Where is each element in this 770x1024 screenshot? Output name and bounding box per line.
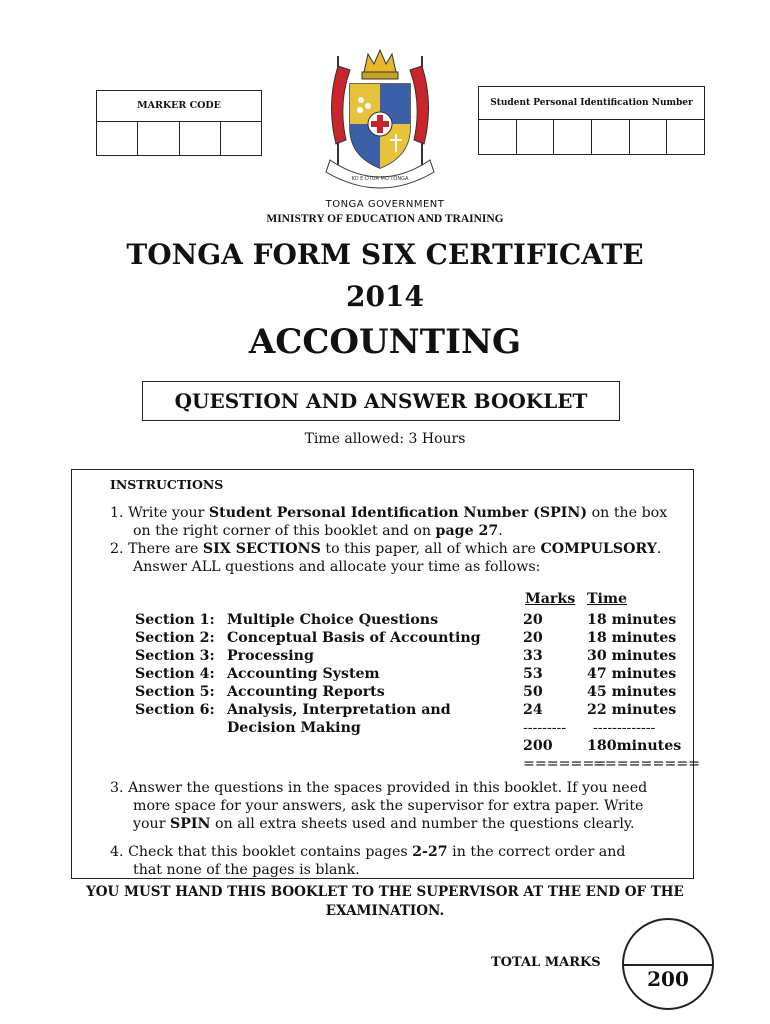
marker-code-label: MARKER CODE: [137, 100, 221, 111]
section-row: Section 5: Accounting Reports 50 45 minutes: [135, 684, 677, 700]
marker-code-cell[interactable]: [97, 122, 138, 155]
ministry-label: MINISTRY OF EDUCATION AND TRAINING: [266, 213, 504, 225]
time-header: Time: [587, 591, 627, 607]
section-row-continuation: Decision Making --------- -------------: [227, 720, 656, 736]
exam-year: 2014: [346, 280, 424, 313]
marker-code-box: [96, 90, 262, 156]
spin-cell[interactable]: [667, 120, 704, 154]
marks-header: Marks: [525, 591, 576, 607]
total-marks-label: TOTAL MARKS: [491, 955, 601, 970]
government-label: TONGA GOVERNMENT: [325, 199, 445, 210]
spin-cell[interactable]: [592, 120, 630, 154]
section-row: Section 1: Multiple Choice Questions 20 18 minutes: [135, 612, 677, 628]
spin-cell[interactable]: [479, 120, 517, 154]
instruction-item-1: 1. Write your Student Personal Identification Number (SPIN) on the box on the right corner of this booklet and on page 27.: [110, 505, 668, 539]
spin-cell[interactable]: [630, 120, 668, 154]
spin-box: [478, 86, 705, 155]
total-underline: ======= =========: [523, 756, 700, 772]
subject-title: ACCOUNTING: [248, 322, 522, 362]
section-table: [135, 611, 700, 773]
total-marks-value: 200: [647, 967, 689, 991]
section-row: Section 3: Processing 33 30 minutes: [135, 648, 677, 664]
section-row: Section 4: Accounting System 53 47 minutes: [135, 666, 677, 682]
time-allowed: Time allowed: 3 Hours: [304, 431, 466, 447]
hand-in-notice: YOU MUST HAND THIS BOOKLET TO THE SUPERVISOR AT THE END OF THE EXAMINATION.: [86, 884, 684, 919]
marker-code-cell[interactable]: [221, 122, 261, 155]
svg-text:KO E OTUA MO TONGA: KO E OTUA MO TONGA: [351, 176, 409, 182]
section-row: Section 2: Conceptual Basis of Accounting 20 18 minutes: [135, 630, 677, 646]
marker-code-cell[interactable]: [138, 122, 179, 155]
instructions-heading: INSTRUCTIONS: [110, 477, 224, 492]
instruction-item-3: 3. Answer the questions in the spaces provided in this booklet. If you need more space for your answers, ask the supervisor for extra paper. Write your SPIN on all extra sheets used and number the questions clearly.: [110, 780, 648, 832]
instruction-item-4: 4. Check that this booklet contains pages 2-27 in the correct order and that none of the pages is blank.: [110, 844, 626, 878]
spin-label: Student Personal Identification Number: [490, 98, 693, 108]
exam-title: TONGA FORM SIX CERTIFICATE: [126, 238, 644, 271]
total-row: 200 180minutes: [523, 738, 682, 754]
marker-code-cell[interactable]: [180, 122, 221, 155]
booklet-label: QUESTION AND ANSWER BOOKLET: [174, 389, 588, 413]
total-marks-circle: [622, 918, 714, 1010]
coat-of-arms-icon: [316, 44, 444, 192]
section-row: Section 6: Analysis, Interpretation and 24 22 minutes: [135, 702, 677, 718]
spin-cell[interactable]: [517, 120, 555, 154]
instruction-item-2: 2. There are SIX SECTIONS to this paper, all of which are COMPULSORY. Answer ALL questions and allocate your time as follows:: [110, 541, 662, 575]
booklet-label-box: [142, 381, 620, 421]
spin-cell[interactable]: [554, 120, 592, 154]
